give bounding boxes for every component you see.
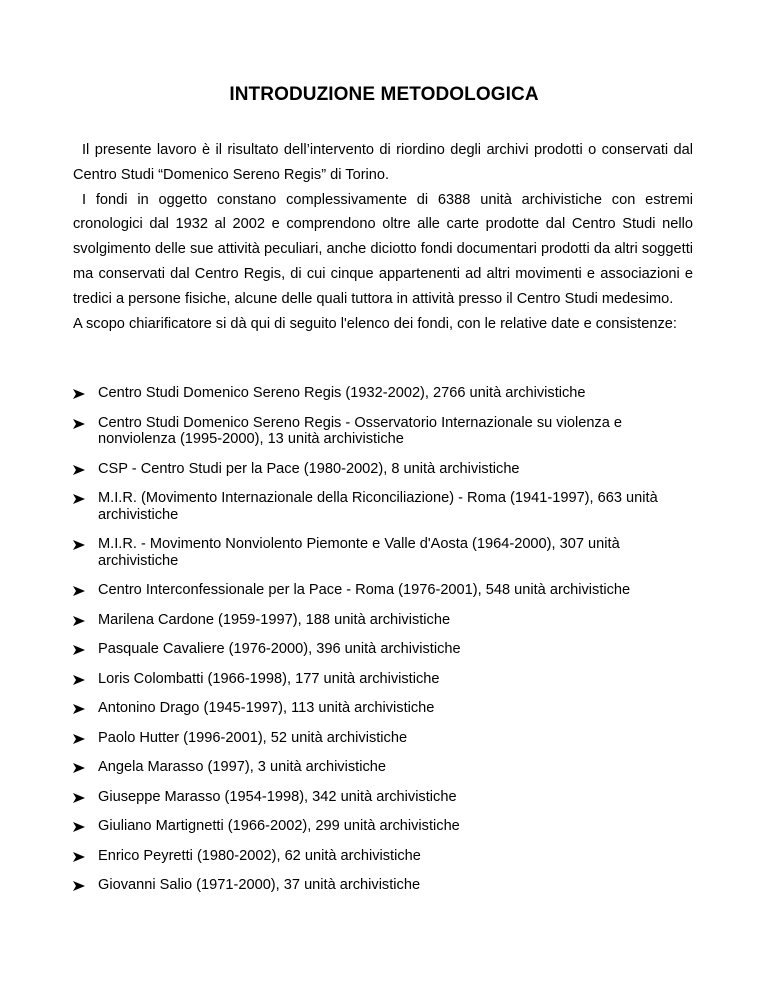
list-item-text: Giuliano Martignetti (1966-2002), 299 unità archivistiche xyxy=(98,818,460,834)
list-item-text: Marilena Cardone (1959-1997), 188 unità archivistiche xyxy=(98,611,451,628)
paragraph-text: I fondi in oggetto constano complessivamente di 6388 unità archivistiche con estremi cronologici dal 1932 al 2002 e comprendono oltre alle carte prodotte dal Centro Studi nello svolgimento delle sue attività peculiari, anche diciotto fondi documentari prodotti da altri soggetti ma conservati dal Centro Regis, di cui cinque appartenenti ad altri movimenti e associazioni e tredici a persone fisiche, alcune delle quali tuttora in attività presso il Centro Studi medesimo. xyxy=(73,191,693,307)
list-item-text: Angela Marasso (1997), 3 unità archivistiche xyxy=(98,759,386,775)
list-item xyxy=(73,582,703,599)
list-item-text: Centro Interconfessionale per la Pace - Roma (1976-2001), 548 unità archivistiche xyxy=(98,582,631,598)
list-item xyxy=(73,877,703,894)
list-item-text: Enrico Peyretti (1980-2002), 62 unità archivistiche xyxy=(98,847,421,864)
list-item-text: Antonino Drago (1945-1997), 113 unità archivistiche xyxy=(98,700,435,716)
arrow-bullet-icon xyxy=(73,789,87,803)
arrow-bullet-icon xyxy=(73,612,87,626)
list-item xyxy=(73,818,703,835)
list-item-text: M.I.R. - Movimento Nonviolento Piemonte e Valle d'Aosta (1964-2000), 307 unità archivistiche xyxy=(98,536,620,569)
paragraph-list-intro xyxy=(73,312,693,337)
arrow-bullet-icon xyxy=(73,536,87,550)
list-item-text: Centro Studi Domenico Sereno Regis (1932-2002), 2766 unità archivistiche xyxy=(98,385,586,401)
arrow-bullet-icon xyxy=(73,490,87,504)
arrow-bullet-icon xyxy=(73,730,87,744)
paragraph-text: Il presente lavoro è il risultato dell’intervento di riordino degli archivi prodotti o conservati dal Centro Studi “Domenico Sereno Regis” di Torino. xyxy=(73,142,693,183)
arrow-bullet-icon xyxy=(73,848,87,862)
list-item xyxy=(73,461,703,478)
list-item-text: Giovanni Salio (1971-2000), 37 unità archivistiche xyxy=(98,877,421,893)
list-item xyxy=(73,671,703,688)
arrow-bullet-icon xyxy=(73,818,87,832)
list-item-text: Giuseppe Marasso (1954-1998), 342 unità archivistiche xyxy=(98,788,457,805)
list-item xyxy=(73,490,703,523)
list-item-text: Loris Colombatti (1966-1998), 177 unità archivistiche xyxy=(98,670,440,687)
paragraph-intro xyxy=(73,138,693,188)
arrow-bullet-icon xyxy=(73,877,87,891)
arrow-bullet-icon xyxy=(73,385,87,399)
arrow-bullet-icon xyxy=(73,461,87,475)
paragraph-fondi-description xyxy=(73,188,693,312)
list-item xyxy=(73,415,703,448)
list-item xyxy=(73,385,703,402)
list-item-text: Paolo Hutter (1996-2001), 52 unità archivistiche xyxy=(98,729,408,746)
list-item xyxy=(73,848,703,865)
arrow-bullet-icon xyxy=(73,671,87,685)
list-item xyxy=(73,641,703,658)
arrow-bullet-icon xyxy=(73,700,87,714)
list-item xyxy=(73,536,703,569)
paragraph-text: A scopo chiarificatore si dà qui di seguito l'elenco dei fondi, con le relative date e consistenze: xyxy=(73,315,677,332)
list-item xyxy=(73,789,703,806)
list-item xyxy=(73,700,703,717)
fondi-list xyxy=(73,385,703,894)
list-item xyxy=(73,730,703,747)
list-item-text: Centro Studi Domenico Sereno Regis - Osservatorio Internazionale su violenza e nonviolenza (1995-2000), 13 unità archivistiche xyxy=(98,414,623,447)
arrow-bullet-icon xyxy=(73,582,87,596)
arrow-bullet-icon xyxy=(73,759,87,773)
list-item-text: Pasquale Cavaliere (1976-2000), 396 unità archivistiche xyxy=(98,641,461,657)
introduction-body xyxy=(73,138,693,336)
arrow-bullet-icon xyxy=(73,641,87,655)
list-item-text: M.I.R. (Movimento Internazionale della Riconciliazione) - Roma (1941-1997), 663 unità archivistiche xyxy=(98,490,658,523)
list-item-text: CSP - Centro Studi per la Pace (1980-2002), 8 unità archivistiche xyxy=(98,460,520,477)
list-item xyxy=(73,612,703,629)
page-title: INTRODUZIONE METODOLOGICA xyxy=(229,84,539,105)
arrow-bullet-icon xyxy=(73,415,87,429)
list-item xyxy=(73,759,703,776)
